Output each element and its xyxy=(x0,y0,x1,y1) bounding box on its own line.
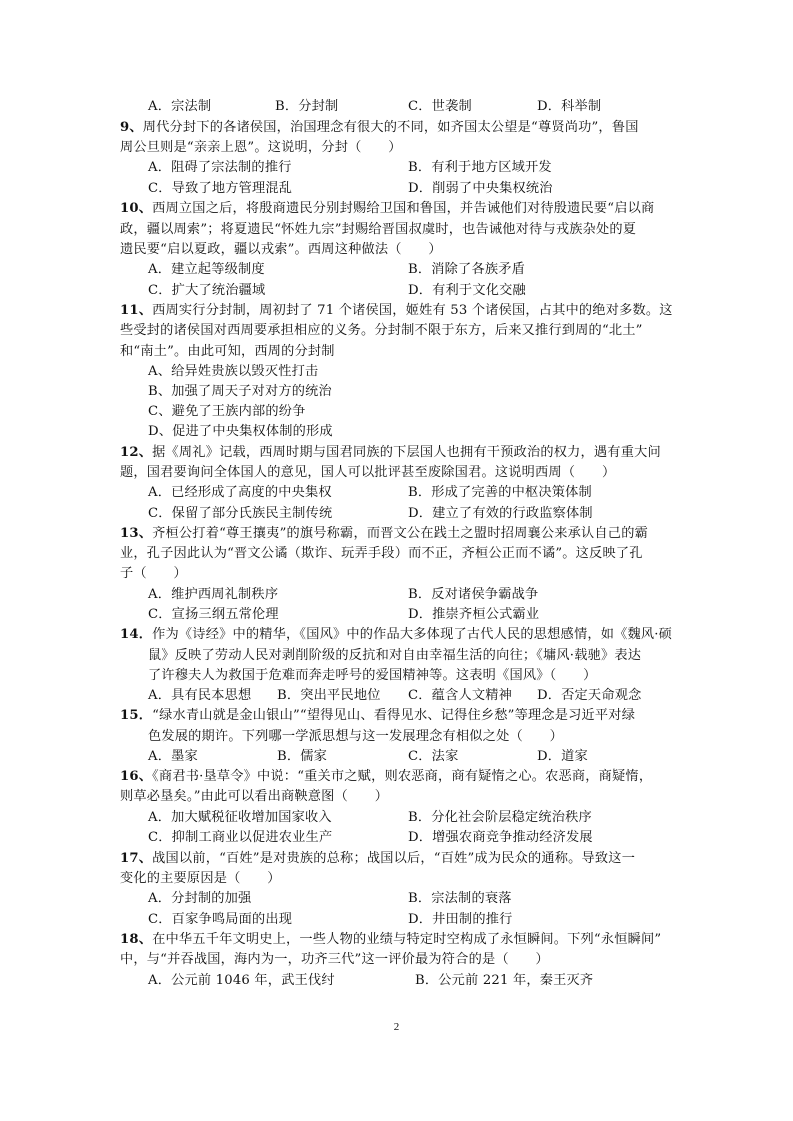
q10-option-b: B．消除了各族矛盾 xyxy=(408,262,525,277)
q15-option-c: C．法家 xyxy=(408,749,459,764)
q9-option-c: C．导致了地方管理混乱 xyxy=(148,181,293,196)
q14-option-d: D．否定天命观念 xyxy=(537,688,642,703)
q10-stem-line-2: 政，疆以周索”；将夏遗民“怀姓九宗”封赐给晋国叔虞时，也告诫他对待与戎族杂处的夏 xyxy=(120,222,637,237)
question-number: 14． xyxy=(120,627,153,642)
q18-option-b: B．公元前 221 年，秦王灭齐 xyxy=(415,973,594,988)
question-number: 12、 xyxy=(120,445,153,460)
q9-stem-line-2: 周公旦则是“亲亲上恩”。这说明，分封（ ） xyxy=(120,140,402,155)
q17-option-d: D．井田制的推行 xyxy=(408,912,513,927)
q15-option-d: D．道家 xyxy=(537,749,588,764)
q14-stem-line-2: 鼠》反映了劳动人民对剥削阶级的反抗和对自由幸福生活的向往；《墉风·载驰》表达 xyxy=(148,648,642,663)
question-number: 16、 xyxy=(120,769,153,784)
q15-option-a: A．墨家 xyxy=(148,749,198,764)
q16-option-b: B．分化社会阶层稳定统治秩序 xyxy=(408,810,592,825)
q8-option-d: D．科举制 xyxy=(537,99,602,114)
q11-option-c: C、避免了王族内部的纷争 xyxy=(148,404,306,419)
q11-option-b: B、加强了周天子对对方的统治 xyxy=(148,384,332,399)
q13-option-b: B．反对诸侯争霸战争 xyxy=(408,587,539,602)
q14-option-c: C．蕴含人文精神 xyxy=(408,688,513,703)
q12-stem-line-1: 12、据《周礼》记载，西周时期与国君同族的下层国人也拥有干预政治的权力，遇有重大问 xyxy=(120,445,661,460)
q13-option-c: C．宣扬三纲五常伦理 xyxy=(148,607,279,622)
q15-stem-line-1: 15．“绿水青山就是金山银山”“望得见山、看得见水、记得住乡愁”等理念是习近平对绿 xyxy=(120,708,636,723)
q12-option-a: A．已经形成了高度的中央集权 xyxy=(148,485,332,500)
q11-option-a: A、给异姓贵族以毁灭性打击 xyxy=(148,364,319,379)
q9-stem-line-1: 9、周代分封下的各诸侯国，治国理念有很大的不同，如齐国太公望是“尊贤尚功”，鲁国 xyxy=(120,120,639,135)
q16-stem-line-2: 则草必垦矣。”由此可以看出商鞅意图（ ） xyxy=(120,789,389,804)
q8-option-a: A．宗法制 xyxy=(148,99,212,114)
q10-option-c: C．扩大了统治疆域 xyxy=(148,283,266,298)
q8-option-b: B．分封制 xyxy=(275,99,339,114)
q9-option-b: B．有利于地方区域开发 xyxy=(408,160,552,175)
q13-stem-line-1: 13、齐桓公打着“尊王攘夷”的旗号称霸，而晋文公在践土之盟时招周襄公来承认自己的霸 xyxy=(120,526,648,541)
question-number: 9、 xyxy=(120,120,143,135)
question-number: 15． xyxy=(120,708,153,723)
q10-stem-line-3: 遗民要“启以夏政，疆以戎索”。西周这种做法（ ） xyxy=(120,242,442,257)
q15-stem-line-2: 色发展的期许。下列哪一学派思想与这一发展理念有相似之处（ ） xyxy=(148,729,564,744)
question-number: 10、 xyxy=(120,201,153,216)
q16-option-d: D．增强农商竞争推动经济发展 xyxy=(408,830,593,845)
q8-option-c: C．世袭制 xyxy=(408,99,472,114)
q16-option-a: A．加大赋税征收增加国家收入 xyxy=(148,810,332,825)
q12-option-d: D．建立了有效的行政监察体制 xyxy=(408,506,593,521)
q17-option-c: C．百家争鸣局面的出现 xyxy=(148,912,293,927)
q12-option-c: C．保留了部分氏族民主制传统 xyxy=(148,506,333,521)
q18-stem-line-2: 中，与“并吞战国，海内为一，功齐三代”这一评价最为符合的是（ ） xyxy=(120,952,549,967)
q15-option-b: B．儒家 xyxy=(277,749,328,764)
q17-option-a: A．分封制的加强 xyxy=(148,891,252,906)
q11-option-d: D、促进了中央集权体制的形成 xyxy=(148,424,333,439)
q16-option-c: C．抑制工商业以促进农业生产 xyxy=(148,830,333,845)
q12-option-b: B．形成了完善的中枢决策体制 xyxy=(408,485,592,500)
q13-option-a: A．维护西周礼制秩序 xyxy=(148,587,279,602)
question-number: 17、 xyxy=(120,851,153,866)
q14-stem-line-3: 了许穆夫人为救国于危难而奔走呼号的爱国精神等。这表明《国风》（ ） xyxy=(148,668,597,683)
q10-option-d: D．有利于文化交融 xyxy=(408,283,526,298)
q13-stem-line-2: 业，孔子因此认为“晋文公谲（欺诈、玩弄手段）而不正，齐桓公正而不谲”。这反映了孔 xyxy=(120,546,643,561)
q14-option-a: A．具有民本思想 xyxy=(148,688,252,703)
q18-stem-line-1: 18、在中华五千年文明史上，一些人物的业绩与特定时空构成了永恒瞬间。下列“永恒瞬间” xyxy=(120,932,662,947)
question-number: 18、 xyxy=(120,932,153,947)
question-number: 11、 xyxy=(120,303,153,318)
q10-stem-line-1: 10、西周立国之后，将殷商遗民分别封赐给卫国和鲁国，并告诫他们对待殷遗民要“启以商 xyxy=(120,201,655,216)
q14-stem-line-1: 14．作为《诗经》中的精华，《国风》中的作品大多体现了古代人民的思想感情，如《魏风·硕 xyxy=(120,627,673,642)
q11-stem-line-2: 些受封的诸侯国对西周要承担相应的义务。分封制不限于东方，后来又推行到周的“北土” xyxy=(120,323,643,338)
q13-option-d: D．推崇齐桓公式霸业 xyxy=(408,607,540,622)
q17-stem-line-1: 17、战国以前，“百姓”是对贵族的总称；战国以后，“百姓”成为民众的通称。导致这一 xyxy=(120,851,636,866)
q18-option-a: A．公元前 1046 年，武王伐纣 xyxy=(148,973,335,988)
question-number: 13、 xyxy=(120,526,153,541)
q14-option-b: B．突出平民地位 xyxy=(277,688,381,703)
q16-stem-line-1: 16、《商君书·垦草令》中说：“重关市之赋，则农恶商，商有疑惰之心。农恶商，商疑惰， xyxy=(120,769,653,784)
q17-stem-line-2: 变化的主要原因是（ ） xyxy=(120,871,281,886)
q9-option-a: A．阻碍了宗法制的推行 xyxy=(148,160,292,175)
q11-stem-line-1: 11、西周实行分封制，周初封了 71 个诸侯国，姬姓有 53 个诸侯国，占其中的绝对多数。这 xyxy=(120,303,673,318)
q10-option-a: A．建立起等级制度 xyxy=(148,262,265,277)
q9-option-d: D．削弱了中央集权统治 xyxy=(408,181,553,196)
q13-stem-line-3: 子（ ） xyxy=(120,566,187,581)
page-number: 2 xyxy=(393,1021,400,1033)
q17-option-b: B．宗法制的衰落 xyxy=(408,891,512,906)
q12-stem-line-2: 题，国君要询问全体国人的意见，国人可以批评甚至废除国君。这说明西周（ ） xyxy=(120,465,616,480)
q11-stem-line-3: 和“南土”。由此可知，西周的分封制 xyxy=(120,344,335,359)
